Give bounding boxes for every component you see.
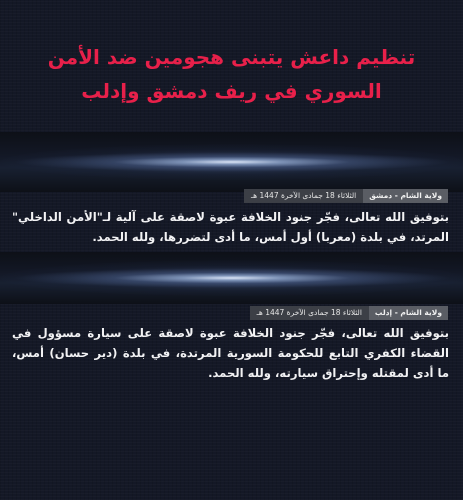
report-meta-bar [242,189,448,203]
decorative-light-banner [0,132,463,192]
headline: تنظيم داعش يتبنى هجومين ضد الأمن السوري في ريف دمشق وإدلب [47,45,416,103]
region-tag: ولاية الشام - دمشق [363,189,448,203]
banner-glow-core [12,268,452,288]
report-dateline: الثلاثاء 18 جمادى الآخرة 1447 هـ [244,189,363,203]
region-tag: ولاية الشام - إدلب [369,306,448,320]
report-text: بتوفيق الله تعالى، فجّر جنود الخلافة عبوة لاصقة على سيارة مسؤول في القضاء الكفري التابع للحكومة السورية المرتدة، في بلدة (دير حسان) أمس، ما أدى لمقتله وإحتراق سيارته، ولله الحمد. [12,326,449,380]
banner-glow-core [12,152,452,172]
decorative-light-banner [0,252,463,304]
report-text: بتوفيق الله تعالى، فجّر جنود الخلافة عبوة لاصقة على آلية لـ"الأمن الداخلي" المرتد، في بلدة (معربا) أول أمس، ما أدى لتضررها، ولله الحمد. [12,210,449,244]
report-dateline: الثلاثاء 18 جمادى الآخرة 1447 هـ [250,306,369,320]
report-meta-bar [242,306,448,320]
